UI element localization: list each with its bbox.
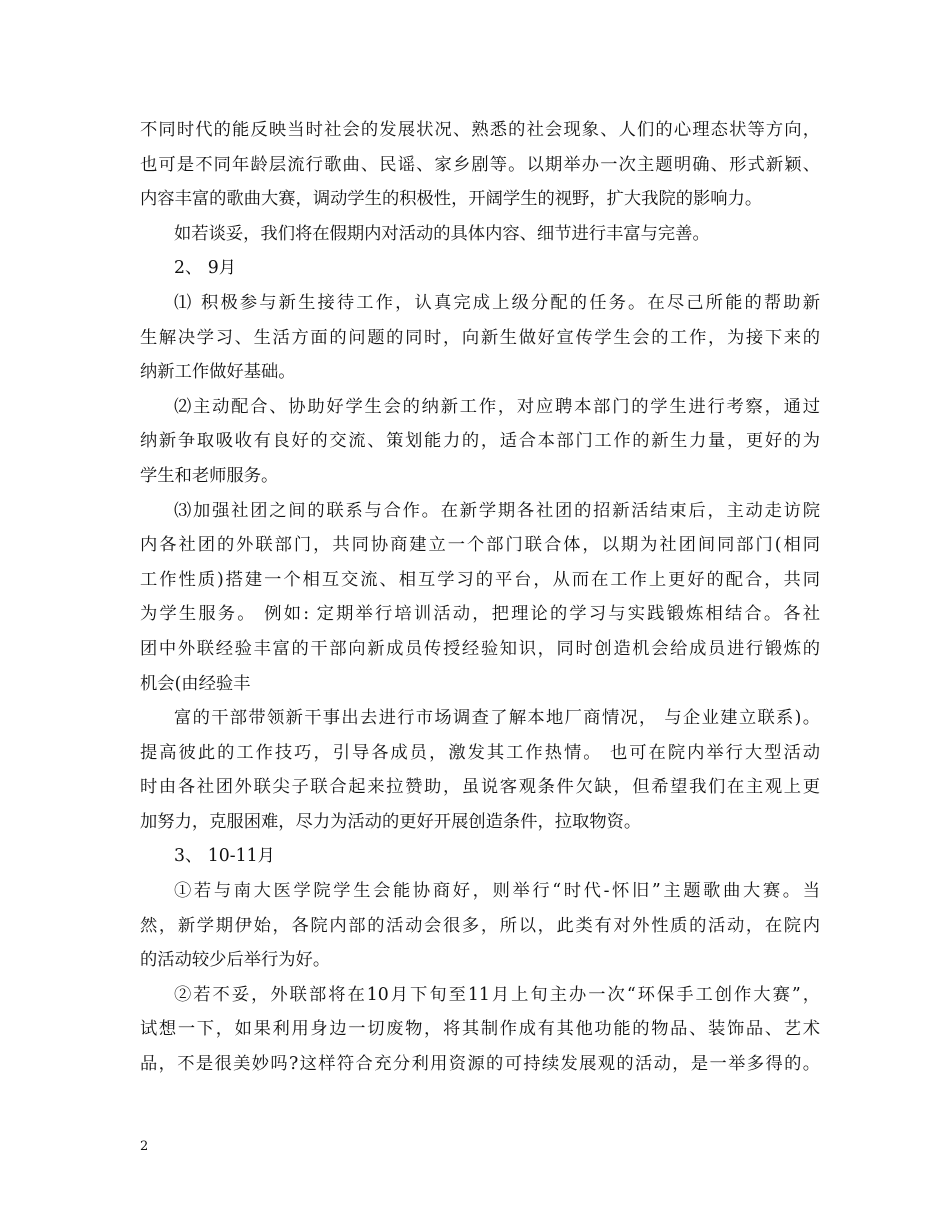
text-line: ①若与南大医学院学生会能协商好，则举行“时代-怀旧”主题歌曲大赛。当	[174, 881, 820, 902]
text-line: ⑴ 积极参与新生接待工作，认真完成上级分配的任务。在尽己所能的帮助新	[174, 292, 820, 313]
page-number: 2	[140, 1139, 149, 1154]
text-line: ⑶加强社团之间的联系与合作。在新学期各社团的招新活结束后，主动走访院	[174, 500, 820, 521]
text-line: 生解决学习、生活方面的问题的同时，向新生做好宣传学生会的工作，为接下来的	[140, 327, 820, 348]
document-body	[140, 113, 820, 1082]
text-line: 内容丰富的歌曲大赛，调动学生的积极性，开阔学生的视野，扩大我院的影响力。	[140, 189, 763, 210]
text-line: 内各社团的外联部门，共同协商建立一个部门联合体，以期为社团间同部门(相同	[140, 535, 820, 556]
text-line: ⑵主动配合、协助好学生会的纳新工作，对应聘本部门的学生进行考察，通过	[174, 396, 820, 417]
text-line: 机会(由经验丰	[140, 673, 251, 694]
text-line: 纳新争取吸收有良好的交流、策划能力的，适合本部门工作的新生力量，更好的为	[140, 431, 820, 452]
text-line: 为学生服务。 例如: 定期举行培训活动，把理论的学习与实践锻炼相结合。各社	[140, 604, 820, 625]
text-line: 如若谈妥，我们将在假期内对活动的具体内容、细节进行丰富与完善。	[174, 223, 710, 244]
text-line: 纳新工作做好基础。	[140, 362, 296, 383]
text-line: 2、 9月	[174, 258, 237, 279]
text-line: 然，新学期伊始，各院内部的活动会很多，所以，此类有对外性质的活动，在院内	[140, 915, 820, 936]
text-line: ②若不妥，外联部将在10月下旬至11月上旬主办一次“环保手工创作大赛”，	[174, 984, 820, 1005]
text-line: 工作性质)搭建一个相互交流、相互学习的平台，从而在工作上更好的配合，共同	[140, 569, 820, 590]
text-line: 品，不是很美妙吗?这样符合充分利用资源的可持续发展观的活动，是一举多得的。	[140, 1054, 820, 1075]
text-line: 富的干部带领新干事出去进行市场调查了解本地厂商情况， 与企业建立联系)。	[174, 708, 820, 729]
text-line: 不同时代的能反映当时社会的发展状况、熟悉的社会现象、人们的心理态状等方向，	[140, 120, 820, 140]
text-line: 试想一下，如果利用身边一切废物，将其制作成有其他功能的物品、装饰品、艺术	[140, 1019, 820, 1040]
text-line: 3、 10-11月	[174, 846, 275, 867]
text-line: 提高彼此的工作技巧，引导各成员，激发其工作热情。 也可在院内举行大型活动	[140, 742, 820, 763]
text-line: 学生和老师服务。	[140, 465, 279, 486]
text-line: 的活动较少后举行为好。	[140, 950, 331, 971]
text-line: 也可是不同年龄层流行歌曲、民谣、家乡剧等。以期举办一次主题明确、形式新颖、	[140, 154, 820, 175]
text-line: 时由各社团外联尖子联合起来拉赞助，虽说客观条件欠缺，但希望我们在主观上更	[140, 777, 820, 798]
text-line: 加努力，克服困难，尽力为活动的更好开展创造条件，拉取物资。	[140, 811, 642, 832]
text-line: 团中外联经验丰富的干部向新成员传授经验知识，同时创造机会给成员进行锻炼的	[140, 638, 820, 659]
